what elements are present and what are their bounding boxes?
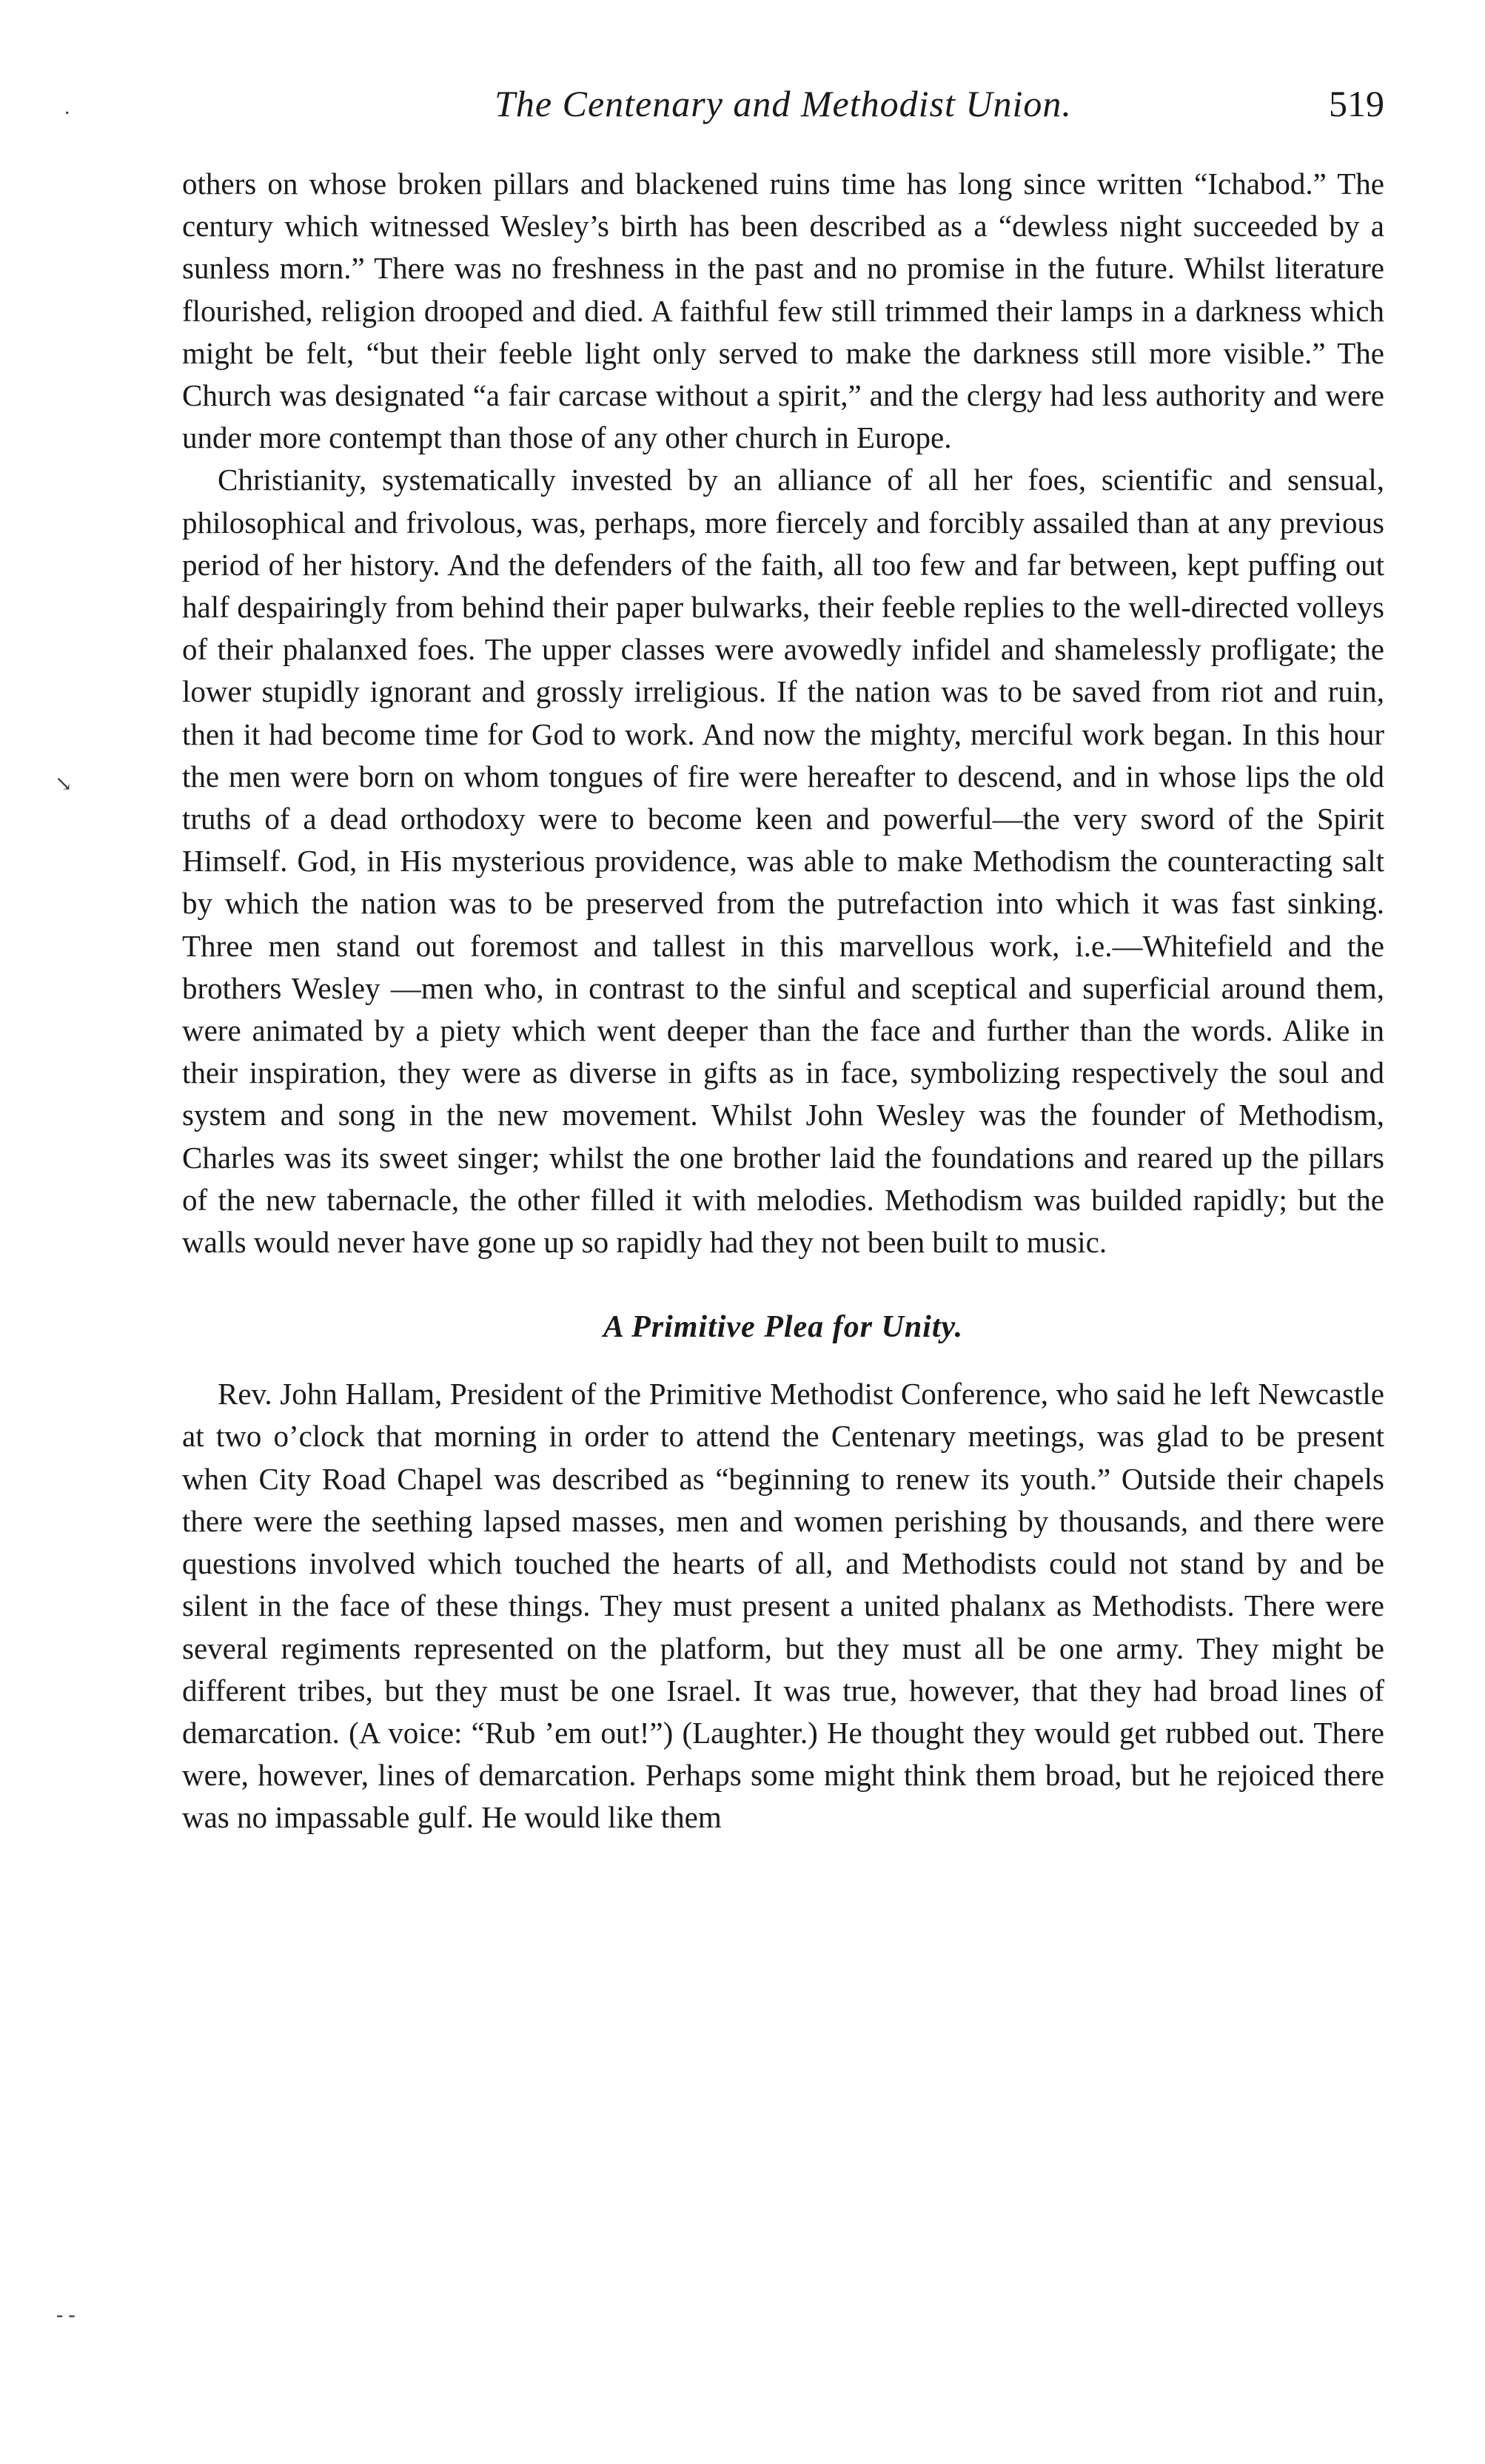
section-heading: A Primitive Plea for Unity. (603, 1310, 964, 1345)
margin-arrow-mark: ↘ (55, 773, 73, 796)
body-text (182, 163, 1384, 1839)
running-title: The Centenary and Methodist Union. (495, 83, 1072, 124)
margin-dot-mark: · (64, 102, 71, 125)
paragraph-hallam: Rev. John Hallam, President of the Primitive Methodist Conference, who said he left Newcastle at two o’clock that morning in order to attend the Centenary meetings, was glad to be present when City Road Chapel was described as “beginning to renew its youth.” Outside their chapels there were the seething lapsed masses, men and women perishing by thousands, and there were questions involved which touched the hearts of all, and Methodists could not stand by and be silent in the face of these things. They must present a united phalanx as Methodists. There were several regiments represented on the platform, but they must all be one army. They might be different tribes, but they must be one Israel. It was true, however, that they had broad lines of demarcation. (A voice: “Rub ’em out!”) (Laughter.) He thought they would get rubbed out. There were, however, lines of demarcation. Perhaps some might think them broad, but he rejoiced there was no impassable gulf. He would like them (182, 1377, 1384, 1835)
paragraph-continued: others on whose broken pillars and blackened ruins time has long since written “Ichabod.” The century which witnessed Wesley’s birth has been described as a “dewless night succeeded by a sunless morn.” There was no freshness in the past and no promise in the future. Whilst literature flourished, religion drooped and died. A faithful few still trimmed their lamps in a darkness which might be felt, “but their feeble light only served to make the darkness still more visible.” The Church was designated “a fair carcase without a spirit,” and the clergy had less authority and were under more contempt than those of any other church in Europe. (182, 167, 1384, 455)
running-head (182, 74, 1384, 133)
margin-dash-mark: - - (56, 2303, 76, 2326)
paragraph-christianity: Christianity, systematically invested by an alliance of all her foes, scientific and sensual, philosophical and frivolous, was, perhaps, more fiercely and forcibly assailed than at any previous period of her history. And the defenders of the faith, all too few and far between, kept puffing out half despairingly from behind their paper bulwarks, their feeble replies to the well-directed volleys of their phalanxed foes. The upper classes were avowedly infidel and shamelessly profligate; the lower stupidly ignorant and grossly irreligious. If the nation was to be saved from riot and ruin, then it had become time for God to work. And now the mighty, merciful work began. In this hour the men were born on whom tongues of fire were hereafter to descend, and in whose lips the old truths of a dead orthodoxy were to become keen and powerful—the very sword of the Spirit Himself. God, in His mysterious providence, was able to make Methodism the counteracting salt by which the nation was to be preserved from the putrefaction into which it was fast sinking. Three men stand out foremost and tallest in this marvellous work, i.e.—Whitefield and the brothers Wesley —men who, in contrast to the sinful and sceptical and superficial around them, were animated by a piety which went deeper than the face and further than the words. Alike in their inspiration, they were as diverse in gifts as in face, symbolizing respectively the soul and system and song in the new movement. Whilst John Wesley was the founder of Methodism, Charles was its sweet singer; whilst the one brother laid the foundations and reared up the pillars of the new tabernacle, the other filled it with melodies. Methodism was builded rapidly; but the walls would never have gone up so rapidly had they not been built to music. (182, 463, 1384, 1260)
book-page (182, 74, 1384, 1839)
page-number: 519 (1329, 83, 1384, 124)
